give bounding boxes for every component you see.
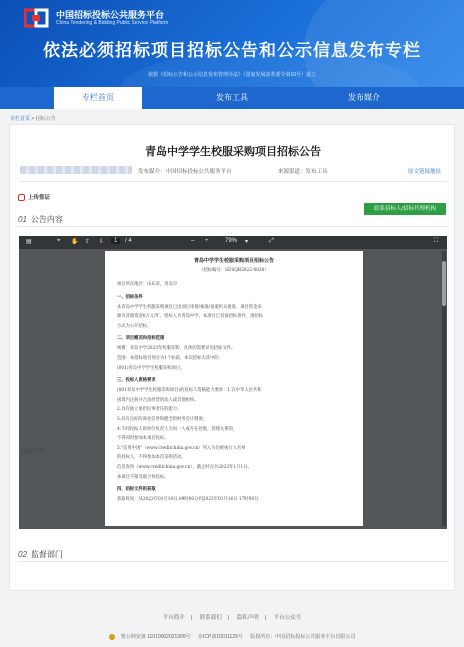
footer-link-about[interactable]: 平台简介 xyxy=(162,615,185,621)
pdf-text-line: 范围：本招标项目划分为1个标段，本次招标为其中的： xyxy=(117,356,223,361)
footer-links: 平台简介 | 联系我们 | 隐私声明 | 平台公众号 xyxy=(162,615,302,621)
pdf-doc-number: （招标编号：SDSQB2022-0026） xyxy=(199,268,269,273)
section-supervisor xyxy=(18,549,63,560)
legal-basis: 依据《招标公告和公示信息发布管理办法》（国家发展改革委令第10号）设立 xyxy=(147,72,317,78)
fit-page-icon[interactable]: ⤢ xyxy=(269,238,274,244)
pdf-page xyxy=(105,251,363,526)
pdf-text-line: 源为其他资金0万元/年，招标人为青岛中学。本项目已具备招标条件，现招标 xyxy=(117,314,263,320)
fullscreen-icon[interactable]: ⛶ xyxy=(434,238,439,244)
tab-publish-media[interactable]: 发布媒介 xyxy=(348,93,380,102)
breadcrumb-home[interactable]: 专栏首页 xyxy=(10,116,31,122)
pdf-text-line: 项目所在地区：山东省，青岛市 xyxy=(117,282,178,287)
zoom-select[interactable]: 79% xyxy=(225,238,238,244)
scrollbar-thumb[interactable] xyxy=(442,261,446,306)
section-announcement-content xyxy=(18,214,63,225)
footer-link-contact[interactable]: 联系我们 xyxy=(199,615,222,621)
original-link[interactable]: 原文链接地址 xyxy=(408,169,442,175)
pdf-doc-title: 青岛中学学生校服采购项目招标公告 xyxy=(193,258,274,264)
pdf-text-line: (001青岛中学学生校服采购项目)的投标人资格能力要求：1.在中华人民共和 xyxy=(117,388,262,394)
pdf-text-line: 本青岛中学学生校服采购项目已由项目审批/核准/备案机关批准，项目资金来 xyxy=(117,304,262,310)
announcement-meta xyxy=(20,165,446,177)
police-badge-icon xyxy=(109,634,115,640)
announcement-panel xyxy=(9,124,455,591)
police-filing[interactable]: 鲁公网安备 11010002021309号 xyxy=(120,634,191,640)
tab-publish-tools[interactable]: 发布工具 xyxy=(216,93,248,102)
section-label: 监督部门 xyxy=(30,550,63,559)
footer-link-privacy[interactable]: 隐私声明 xyxy=(236,615,259,621)
nav-down-icon[interactable]: ⇩ xyxy=(99,239,105,245)
pdf-text-line: (001)青岛中学学生校服采购项目； xyxy=(117,365,185,371)
page-number-input[interactable]: 1 xyxy=(111,238,120,244)
chevron-down-icon[interactable]: ▾ xyxy=(245,239,249,245)
pdf-scrollbar[interactable] xyxy=(442,251,446,526)
page-total: / 4 xyxy=(125,238,132,244)
announcement-title: 青岛中学学生校服采购项目招标公告 xyxy=(145,146,321,158)
sidebar-toggle-icon[interactable]: ▤ xyxy=(26,239,32,245)
platform-english-name: China Tendering & Bidding Public Service Platform xyxy=(56,20,169,26)
publish-time-redacted xyxy=(20,166,132,174)
page-title: 依法必须招标项目招标公告和公示信息发布专栏 xyxy=(43,41,421,60)
pdf-text-line: 的投标人，不得参加本次采购活动。 xyxy=(117,455,186,461)
pdf-text-line: 获取时间：从2023年01月10日 09时00分到2023年01月16日 17时00分 xyxy=(117,497,259,503)
header-banner xyxy=(0,0,464,87)
footer-filing xyxy=(0,633,464,640)
main-nav xyxy=(0,87,464,109)
pdf-text-line: 规模：青岛中学2023年校服采购，具体的需要详见招标文件。 xyxy=(117,346,236,352)
pdf-text-line: 三、投标人资格要求 xyxy=(117,378,156,384)
section-divider xyxy=(18,561,448,562)
pdf-text-line: 5."信用中国"（www.creditchina.gov.cn）列入失信被执行人名单 xyxy=(117,445,246,451)
zoom-out-button[interactable]: – xyxy=(191,238,195,244)
icp-filing[interactable]: 京ICP备10011129号 xyxy=(198,634,243,640)
pdf-text-line: 3.具有良好的商业信誉和健全的财务会计制度； xyxy=(117,417,208,422)
breadcrumb-current: 招标公告 xyxy=(35,116,56,122)
pdf-text-line: 一、招标条件 xyxy=(117,294,143,300)
attachment-label: 上传签证 xyxy=(28,195,51,201)
breadcrumb xyxy=(10,115,56,122)
pdf-text-line: 信息查询（www.creditchina.gov.cn），截止时点为2023年1月1日。 xyxy=(117,465,252,470)
select-tool-icon[interactable]: ⌖ xyxy=(57,238,61,244)
section-number: 01 xyxy=(18,215,27,224)
supervisor-name: 青岛中学 xyxy=(20,449,45,455)
tab-home[interactable]: 专栏首页 xyxy=(54,87,142,109)
divider xyxy=(20,181,446,182)
attachment-link[interactable] xyxy=(18,193,50,201)
pdf-text-line: 国境内注册并合法经营的法人或其他组织。 xyxy=(117,397,199,403)
pdf-text-line: 4.不同投标人的单位负责人为同一人或存在控股、管理关系的， xyxy=(117,426,238,432)
footer-link-wechat[interactable]: 平台公众号 xyxy=(273,615,302,621)
contact-agency-button[interactable]: 联系招标人/招标代理机构 xyxy=(364,203,446,215)
nav-up-icon[interactable]: ⇧ xyxy=(85,239,91,245)
pdf-text-line: 四、招标文件的获取 xyxy=(117,487,156,493)
pdf-text-line: 2.具有独立承担民事责任的能力； xyxy=(117,407,182,413)
zoom-in-button[interactable]: + xyxy=(205,238,209,244)
breadcrumb-separator: > xyxy=(31,116,35,122)
pdf-text-line: 不得同时参加本项目投标。 xyxy=(117,436,169,442)
link-icon xyxy=(18,194,25,201)
publisher-text: 发布媒介：中国招标投标公共服务平台 xyxy=(138,169,232,175)
pdf-toolbar xyxy=(19,236,447,249)
platform-name[interactable]: 中国招标投标公共服务平台 xyxy=(56,10,165,20)
section-divider xyxy=(18,226,448,227)
hand-tool-icon[interactable]: ✋ xyxy=(71,239,79,245)
pdf-text-line: 二、项目概况和招标范围 xyxy=(117,336,165,342)
copyright: 版权所有：中国招标投标公共服务平台有限公司 xyxy=(250,634,356,640)
pdf-viewer[interactable] xyxy=(19,236,447,529)
section-label: 公告内容 xyxy=(30,215,63,224)
platform-logo-icon[interactable] xyxy=(24,7,50,29)
source-channel-text: 来源渠道：发布工具 xyxy=(278,169,328,175)
pdf-text-line: 本项目不接受联合体投标。 xyxy=(117,474,169,480)
pdf-text-line: 方式为公开招标。 xyxy=(117,323,152,329)
section-number: 02 xyxy=(18,550,27,559)
